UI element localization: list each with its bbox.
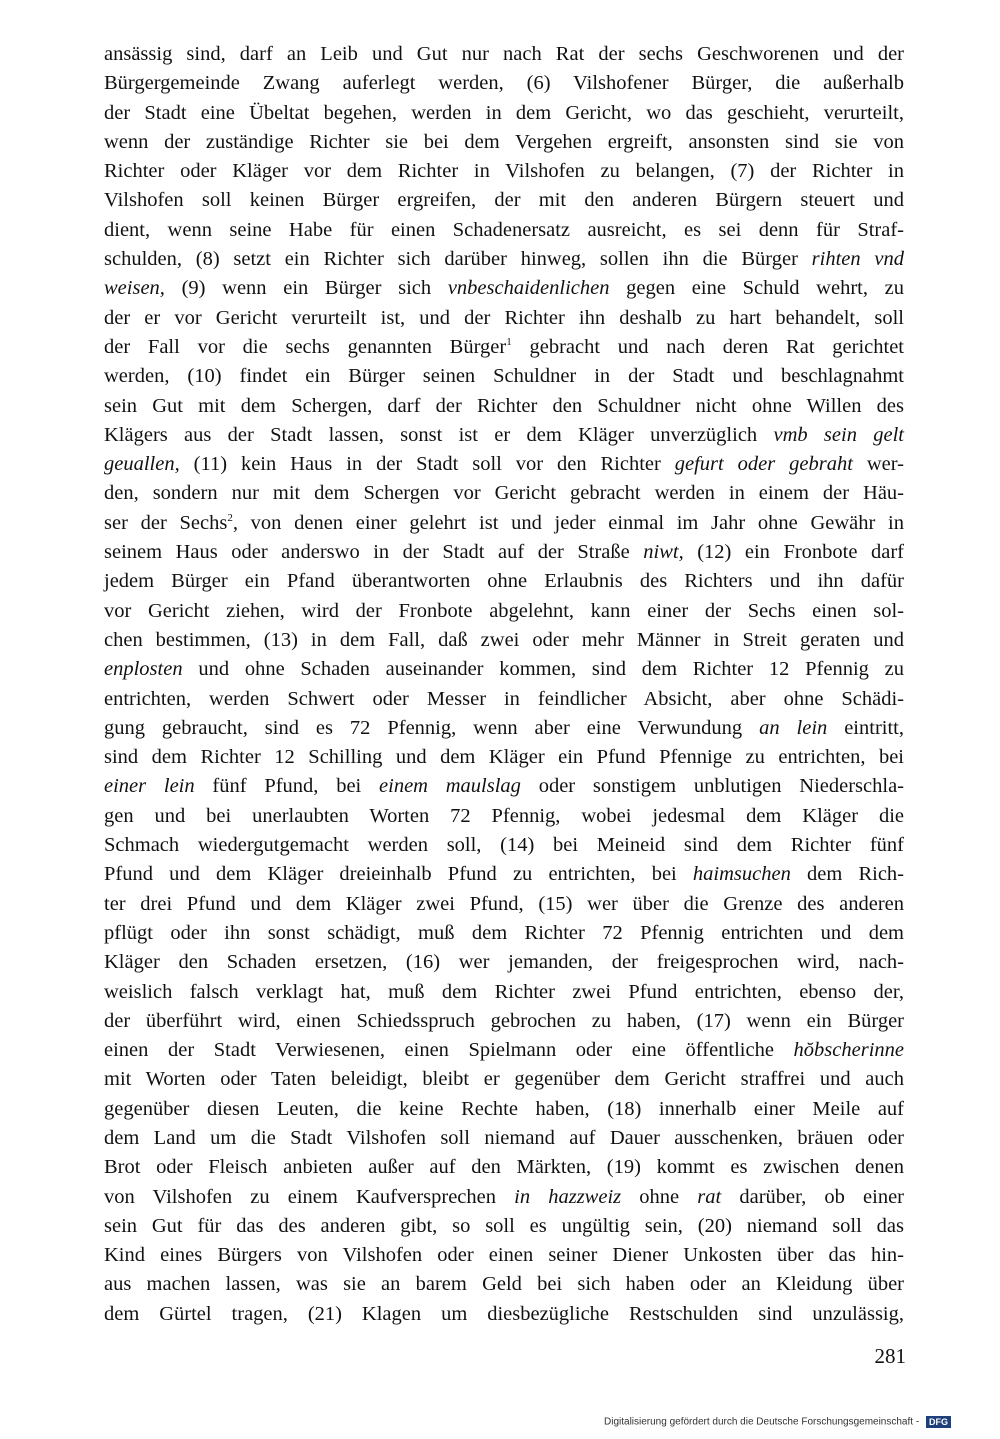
- funding-note: Digitalisierung gefördert durch die Deutsche Forschungsgemeinschaft -: [604, 1416, 920, 1428]
- text-line: [104, 626, 904, 655]
- text-line: [104, 743, 904, 772]
- text-line: [104, 69, 904, 98]
- text-segment: Brot oder Fleisch anbieten außer auf den Märkten, (19) kommt es zwischen denen: [104, 1156, 904, 1179]
- text-segment: sind dem Richter 12 Schilling und dem Kläger ein Pfund Pfennige zu entrichten, bei: [104, 746, 904, 769]
- text-segment: sein Gut mit dem Schergen, darf der Richter den Schuldner nicht ohne Willen des: [104, 394, 904, 417]
- text-line: [104, 157, 904, 186]
- text-segment: (12) ein Fronbote darf: [683, 541, 904, 564]
- text-segment: ohne: [621, 1185, 698, 1208]
- text-line: [104, 538, 904, 567]
- text-line: [104, 1095, 904, 1124]
- italic-term: an lein: [759, 716, 828, 739]
- text-segment: aus machen lassen, was sie an barem Geld bei sich haben oder an Kleidung über: [104, 1273, 904, 1296]
- text-line: [104, 274, 904, 303]
- text-line: [104, 860, 904, 889]
- text-segment: Bürgergemeinde Zwang auferlegt werden, (6) Vilshofener Bürger, die außerhalb: [104, 72, 904, 95]
- funding-footer: [604, 1416, 951, 1428]
- text-segment: dient, wenn seine Habe für einen Schadenersatz ausreicht, es sei denn für Straf-: [104, 218, 904, 241]
- text-line: [104, 567, 904, 596]
- text-segment: wenn der zuständige Richter sie bei dem Vergehen ergreift, ansonsten sind sie von: [104, 130, 904, 153]
- text-segment: jedem Bürger ein Pfand überantworten ohne Erlaubnis des Richters und ihn dafür: [104, 570, 904, 593]
- text-segment: Klägers aus der Stadt lassen, sonst ist er dem Kläger unverzüglich: [104, 423, 774, 446]
- text-segment: gegen eine Schuld wehrt, zu: [609, 277, 904, 300]
- text-segment: der er vor Gericht verurteilt ist, und der Richter ihn deshalb zu hart behandelt, soll: [104, 306, 904, 329]
- text-segment: einen der Stadt Verwiesenen, einen Spielmann oder eine öffentliche: [104, 1039, 794, 1062]
- text-segment: gebracht und nach deren Rat gerichtet: [511, 335, 904, 358]
- italic-term: enplosten: [104, 658, 183, 681]
- text-segment: gen und bei unerlaubten Worten 72 Pfennig, wobei jedesmal dem Kläger die: [104, 804, 904, 827]
- text-line: [104, 1153, 904, 1182]
- text-segment: gung gebraucht, sind es 72 Pfennig, wenn aber eine Verwundung: [104, 716, 760, 739]
- italic-term: niwt,: [643, 541, 684, 564]
- italic-term: in hazzweiz: [514, 1185, 622, 1208]
- text-line: [104, 1036, 904, 1065]
- text-segment: seinem Haus oder anderswo in der Stadt auf der Straße: [104, 541, 644, 564]
- text-segment: Pfund und dem Kläger dreieinhalb Pfund zu entrichten, bei: [104, 863, 693, 886]
- text-segment: chen bestimmen, (13) in dem Fall, daß zwei oder mehr Männer in Streit geraten und: [104, 628, 904, 651]
- text-line: [104, 1241, 904, 1270]
- text-segment: Kind eines Bürgers von Vilshofen oder einen seiner Diener Unkosten über das hin-: [104, 1244, 904, 1267]
- text-segment: gegenüber diesen Leuten, die keine Rechte haben, (18) innerhalb einer Meile auf: [104, 1097, 904, 1120]
- text-segment: werden, (10) findet ein Bürger seinen Schuldner in der Stadt und beschlagnahmt: [104, 365, 904, 388]
- text-line: [104, 1065, 904, 1094]
- page-number: 281: [874, 1344, 906, 1368]
- text-line: [104, 1212, 904, 1241]
- italic-term: geuallen,: [104, 453, 180, 476]
- footnote-marker: 1: [506, 336, 512, 349]
- text-line: [104, 978, 904, 1007]
- text-line: [104, 304, 904, 333]
- text-line: [104, 831, 904, 860]
- text-segment: der Stadt eine Übeltat begehen, werden in dem Gericht, wo das geschieht, verurteilt,: [104, 101, 904, 124]
- body-text: [104, 40, 904, 1329]
- text-segment: (9) wenn ein Bürger sich: [164, 277, 448, 300]
- text-segment: ansässig sind, darf an Leib und Gut nur nach Rat der sechs Geschworenen und der: [104, 43, 904, 65]
- text-segment: Schmach wiedergutgemacht werden soll, (14) bei Meineid sind dem Richter fünf: [104, 834, 904, 857]
- text-segment: Richter oder Kläger vor dem Richter in Vilshofen zu belangen, (7) der Richter in: [104, 160, 904, 183]
- text-line: [104, 421, 904, 450]
- text-line: [104, 890, 904, 919]
- italic-term: haimsuchen: [692, 863, 791, 886]
- text-segment: schulden, (8) setzt ein Richter sich darüber hinweg, sollen ihn die Bürger: [104, 248, 812, 271]
- text-segment: dem Gürtel tragen, (21) Klagen um diesbezügliche Restschulden sind unzulässig,: [104, 1302, 904, 1325]
- text-line: [104, 186, 904, 215]
- text-segment: sein Gut für das des anderen gibt, so soll es ungültig sein, (20) niemand soll das: [104, 1214, 904, 1237]
- text-segment: den, sondern nur mit dem Schergen vor Gericht gebracht werden in einem der Häu-: [104, 482, 904, 505]
- text-segment: und ohne Schaden auseinander kommen, sind dem Richter 12 Pfennig zu: [182, 658, 904, 681]
- italic-term: gefurt oder gebraht: [674, 453, 853, 476]
- text-segment: entrichten, werden Schwert oder Messer in feindlicher Absicht, aber ohne Schädi-: [104, 687, 904, 710]
- text-segment: weislich falsch verklagt hat, muß dem Richter zwei Pfund entrichten, ebenso der,: [104, 980, 904, 1003]
- text-segment: ter drei Pfund und dem Kläger zwei Pfund, (15) wer über die Grenze des anderen: [104, 892, 904, 915]
- italic-term: rat: [697, 1185, 722, 1208]
- text-line: [104, 802, 904, 831]
- text-line: [104, 216, 904, 245]
- text-line: [104, 919, 904, 948]
- text-segment: , von denen einer gelehrt ist und jeder einmal im Jahr ohne Gewähr in: [232, 511, 904, 534]
- text-line: [104, 392, 904, 421]
- italic-term: hŏbscherinne: [793, 1039, 904, 1062]
- text-line: [104, 948, 904, 977]
- text-line: [104, 1300, 904, 1329]
- text-line: [104, 685, 904, 714]
- text-segment: oder sonstigem unblutigen Niederschla-: [520, 775, 904, 798]
- text-line: [104, 509, 904, 538]
- text-segment: ser der Sechs: [104, 511, 228, 534]
- dfg-logo: DFG: [926, 1416, 951, 1428]
- text-line: [104, 1124, 904, 1153]
- text-segment: Vilshofen soll keinen Bürger ergreifen, der mit den anderen Bürgern steuert und: [104, 189, 904, 212]
- italic-term: vnbeschaidenlichen: [447, 277, 610, 300]
- text-line: [104, 1270, 904, 1299]
- text-segment: vor Gericht ziehen, wird der Fronbote abgelehnt, kann einer der Sechs einen sol-: [104, 599, 904, 622]
- italic-term: einem maulslag: [379, 775, 521, 798]
- text-line: [104, 128, 904, 157]
- italic-term: weisen,: [104, 277, 165, 300]
- text-line: [104, 40, 904, 69]
- text-segment: wer-: [852, 453, 904, 476]
- text-line: [104, 772, 904, 801]
- text-segment: eintritt,: [827, 716, 904, 739]
- text-segment: der überführt wird, einen Schiedsspruch gebrochen zu haben, (17) wenn ein Bürger: [104, 1009, 904, 1032]
- italic-term: einer lein: [104, 775, 195, 798]
- text-line: [104, 333, 904, 362]
- text-line: [104, 479, 904, 508]
- text-line: [104, 245, 904, 274]
- text-segment: Kläger den Schaden ersetzen, (16) wer jemanden, der freigesprochen wird, nach-: [104, 951, 904, 974]
- text-segment: der Fall vor die sechs genannten Bürger: [104, 335, 507, 358]
- text-segment: mit Worten oder Taten beleidigt, bleibt er gegenüber dem Gericht straffrei und auch: [104, 1068, 904, 1091]
- text-line: [104, 1007, 904, 1036]
- text-segment: dem Land um die Stadt Vilshofen soll niemand auf Dauer ausschenken, bräuen oder: [104, 1126, 904, 1149]
- footnote-marker: 2: [227, 511, 233, 524]
- text-segment: dem Rich-: [790, 863, 905, 886]
- text-line: [104, 597, 904, 626]
- text-line: [104, 655, 904, 684]
- italic-term: vmb sein gelt: [773, 423, 904, 446]
- text-line: [104, 714, 904, 743]
- italic-term: rihten vnd: [811, 248, 904, 271]
- text-segment: von Vilshofen zu einem Kaufversprechen: [104, 1185, 515, 1208]
- text-line: [104, 1183, 904, 1212]
- text-segment: pflügt oder ihn sonst schädigt, muß dem Richter 72 Pfennig entrichten und dem: [104, 921, 904, 944]
- text-line: [104, 99, 904, 128]
- text-segment: fünf Pfund, bei: [194, 775, 380, 798]
- text-segment: (11) kein Haus in der Stadt soll vor den Richter: [179, 453, 675, 476]
- text-segment: darüber, ob einer: [721, 1185, 904, 1208]
- text-line: [104, 450, 904, 479]
- text-line: [104, 362, 904, 391]
